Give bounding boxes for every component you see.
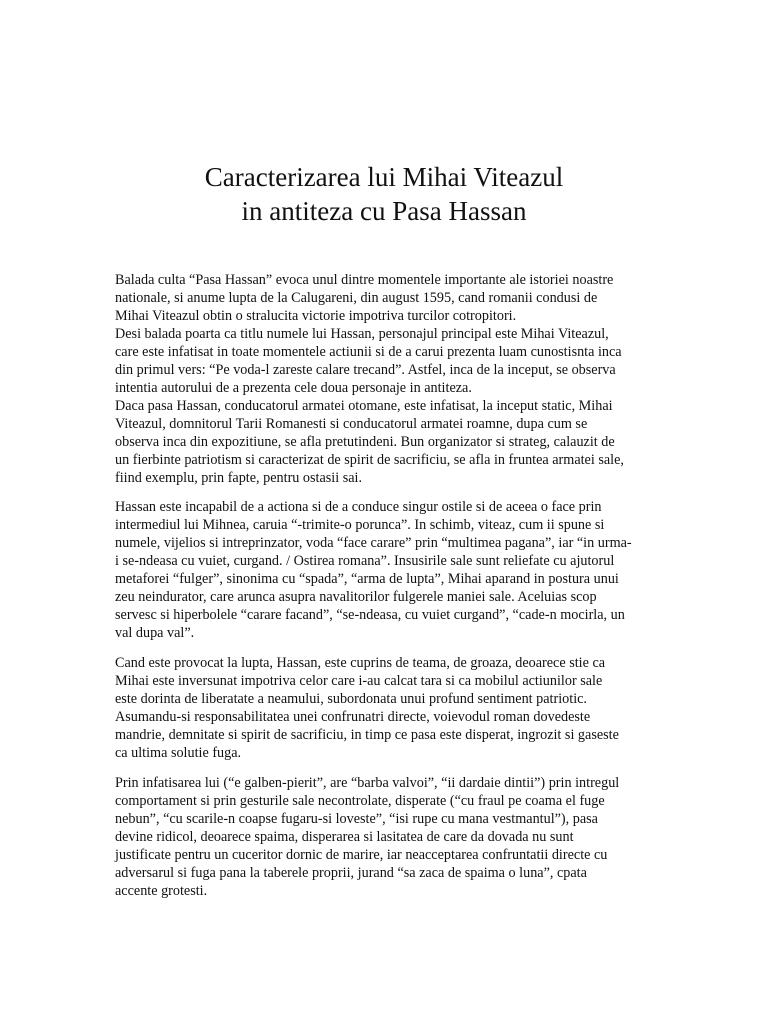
text-line: servesc si hiperbolele “carare facand”, “se-ndeasa, cu vuiet curgand”, “cade-n mocirla, un — [115, 607, 625, 623]
text-line: Cand este provocat la lupta, Hassan, este cuprins de teama, de groaza, deoarece stie ca — [115, 655, 606, 671]
text-line: comportament si prin gesturile sale necontrolate, disperate (“cu fraul pe coama el fuge — [115, 793, 605, 809]
text-line: zeu neindurator, care arunca asupra navalitorilor fulgerele maniei sale. Aceluias scop — [115, 589, 597, 605]
text-line: Asumandu-si responsabilitatea unei confrunatri directe, voievodul roman dovedeste — [115, 709, 591, 725]
text-line: intentia autorului de a prezenta cele doua personaje in antiteza. — [115, 380, 472, 396]
text-line: ca ultima solutie fuga. — [115, 745, 242, 761]
document-title — [0, 160, 768, 228]
paragraph-hassan — [115, 498, 632, 642]
title-line: in antiteza cu Pasa Hassan — [241, 196, 527, 226]
text-line: Hassan este incapabil de a actiona si de a conduce singur ostile si de aceea o face prin — [115, 499, 602, 515]
text-line: numele, vijelios si intreprinzator, voda “face carare” prin “multimea pagana”, iar “in urma- — [115, 535, 632, 551]
title-line: Caracterizarea lui Mihai Viteazul — [204, 162, 564, 192]
text-line: Viteazul, domnitorul Tarii Romanesti si conducatorul armatei roamne, dupa cum se — [115, 416, 588, 432]
text-line: Prin infatisarea lui (“e galben-pierit”, are “barba valvoi”, “ii dardaie dintii”) prin intregul — [115, 775, 620, 791]
text-line: din primul vers: “Pe voda-l zareste calare trecand”. Astfel, inca de la inceput, se observa — [115, 362, 616, 378]
paragraph-infatisare — [115, 774, 619, 900]
text-line: justificate pentru un cuceritor dornic de marire, iar neacceptarea confruntatii directe cu — [115, 847, 608, 863]
text-line: Mihai este inversunat impotriva celor care i-au calcat tara si ca mobilul actiunilor sale — [115, 673, 603, 689]
text-line: adversarul si fuga pana la taberele proprii, jurand “sa zaca de spaima o luna”, cpata — [115, 865, 587, 881]
text-line: Balada culta “Pasa Hassan” evoca unul dintre momentele importante ale istoriei noastre — [115, 272, 614, 288]
text-line: Daca pasa Hassan, conducatorul armatei otomane, este infatisat, la inceput static, Mihai — [115, 398, 613, 414]
paragraph-intro — [115, 271, 624, 487]
text-line: observa inca din expozitiune, se afla pretutindeni. Bun organizator si strateg, calauzit de — [115, 434, 615, 450]
text-line: mandrie, demnitate si spirit de sacrificiu, in timp ce pasa este disperat, ingrozit si gaseste — [115, 727, 619, 743]
text-line: un fierbinte patriotism si caracterizat de spirit de sacrificiu, se afla in fruntea armatei sale, — [115, 452, 624, 468]
text-line: Desi balada poarta ca titlu numele lui Hassan, personajul principal este Mihai Viteazul, — [115, 326, 609, 342]
text-line: Mihai Viteazul obtin o stralucita victorie impotriva turcilor cotropitori. — [115, 308, 517, 324]
text-line: nebun”, “cu scarile-n coapse fugaru-si loveste”, “isi rupe cu mana vestmantul”), pasa — [115, 811, 598, 827]
text-line: intermediul lui Mihnea, caruia “-trimite-o porunca”. In schimb, viteaz, cum ii spune si — [115, 517, 605, 533]
text-line: care este infatisat in toate momentele actiunii si de a carui prezenta luam cunostisnta inca — [115, 344, 622, 360]
text-line: este dorinta de liberatate a neamului, subordonata unui profund sentiment patriotic. — [115, 691, 587, 707]
text-line: metaforei “fulger”, sinonima cu “spada”, “arma de lupta”, Mihai aparand in postura unui — [115, 571, 619, 587]
paragraph-lupta — [115, 654, 619, 762]
text-line: i se-ndeasa cu vuiet, curgand. / Ostirea romana”. Insusirile sale sunt reliefate cu ajutorul — [115, 553, 615, 569]
text-line: val dupa val”. — [115, 625, 195, 641]
text-line: accente grotesti. — [115, 883, 208, 899]
text-line: fiind exemplu, prin fapte, pentru ostasii sai. — [115, 470, 363, 486]
text-line: devine ridicol, deoarece spaima, disperarea si lasitatea de care da dovada nu sunt — [115, 829, 574, 845]
text-line: nationale, si anume lupta de la Calugareni, din august 1595, cand romanii condusi de — [115, 290, 598, 306]
